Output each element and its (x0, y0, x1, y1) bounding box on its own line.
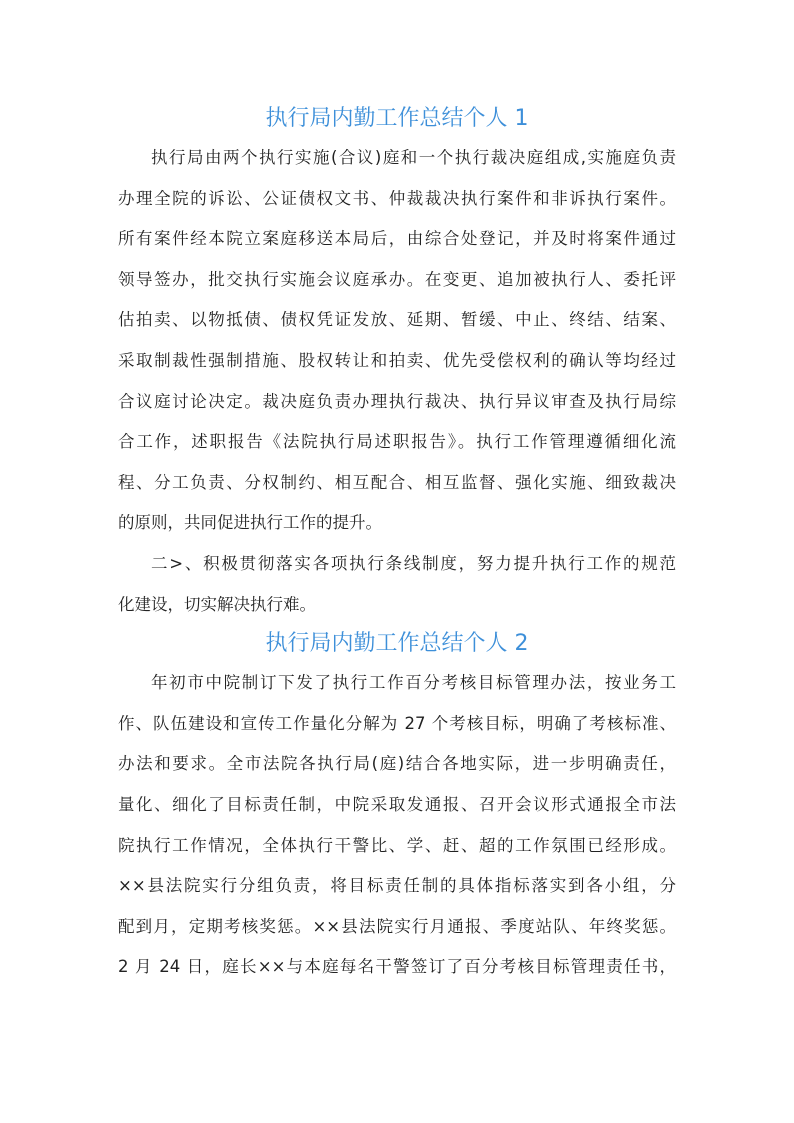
paragraph-3 (118, 663, 676, 988)
text-line: 2 月 24 日，庭长××与本庭每名干警签订了百分考核目标管理责任书， (118, 957, 676, 977)
text-line: 领导签办，批交执行实施会议庭承办。在变更、追加被执行人、委托评 (118, 269, 676, 289)
text-line: 办理全院的诉讼、公证债权文书、仲裁裁决执行案件和非诉执行案件。 (118, 188, 676, 208)
paragraph-2 (118, 544, 676, 625)
text-line: 化建设，切实解决执行难。 (118, 594, 316, 614)
text-line: 执行局由两个执行实施(合议)庭和一个执行裁决庭组成,实施庭负责 (151, 148, 676, 167)
text-line: 量化、细化了目标责任制，中院采取发通报、召开会议形式通报全市法 (118, 794, 676, 814)
document-page (118, 100, 676, 988)
text-line: 院执行工作情况，全体执行干警比、学、赶、超的工作氛围已经形成。 (118, 835, 676, 855)
text-line: 年初市中院制订下发了执行工作百分考核目标管理办法，按业务工 (151, 673, 676, 693)
text-line: 合议庭讨论决定。裁决庭负责办理执行裁决、执行异议审查及执行局综 (118, 391, 676, 411)
text-line: 估拍卖、以物抵债、债权凭证发放、延期、暂缓、中止、终结、结案、 (118, 310, 676, 330)
text-line: ××县法院实行分组负责，将目标责任制的具体指标落实到各小组，分 (118, 876, 676, 896)
section-title-1: 执行局内勤工作总结个人 1 (265, 106, 529, 131)
paragraph-1 (118, 138, 676, 544)
text-line: 配到月，定期考核奖惩。××县法院实行月通报、季度站队、年终奖惩。 (118, 916, 676, 936)
text-line: 办法和要求。全市法院各执行局(庭)结合各地实际，进一步明确责任， (118, 754, 676, 774)
section-title-2: 执行局内勤工作总结个人 2 (265, 631, 529, 657)
text-line: 程、分工负责、分权制约、相互配合、相互监督、强化实施、细致裁决 (118, 472, 676, 492)
text-line: 采取制裁性强制措施、股权转让和拍卖、优先受偿权利的确认等均经过 (118, 350, 676, 370)
text-line: 所有案件经本院立案庭移送本局后，由综合处登记，并及时将案件通过 (118, 229, 676, 249)
text-line: 作、队伍建设和宣传工作量化分解为 27 个考核目标，明确了考核标准、 (118, 713, 676, 733)
text-line: 的原则，共同促进执行工作的提升。 (118, 513, 382, 533)
text-line: 合工作，述职报告《法院执行局述职报告》。执行工作管理遵循细化流 (118, 432, 676, 452)
text-line: 二>、积极贯彻落实各项执行条线制度，努力提升执行工作的规范 (151, 553, 676, 573)
